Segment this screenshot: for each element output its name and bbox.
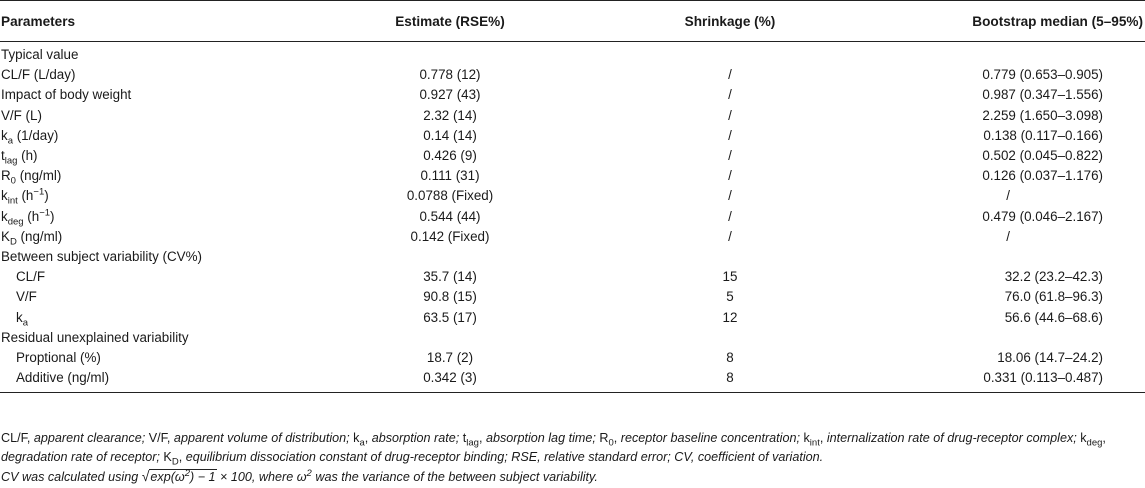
cell-parameter: $k_a$ (16, 309, 28, 329)
table-row (0, 247, 1145, 267)
cell-parameter: $k_{deg}$ $(h^{-1})$ (1, 207, 55, 228)
header-bootstrap: Bootstrap median (5–95%) (850, 1, 1145, 42)
cell-shrinkage: 5 (726, 289, 734, 305)
cell-estimate: 0.142 (Fixed) (410, 228, 490, 244)
cell-estimate: 0.544 (44) (419, 208, 481, 224)
cell-bootstrap: 18.06 (14.7–24.2) (997, 349, 1103, 365)
table-row (0, 126, 1145, 146)
cell-shrinkage: / (728, 127, 732, 143)
cell-parameter: $K_D$ (ng/ml) (1, 228, 63, 248)
cell-estimate: 0.0788 (Fixed) (406, 188, 494, 204)
cell-shrinkage: / (728, 228, 732, 244)
cell-parameter: Residual unexplained variability (1, 329, 189, 345)
cell-estimate (270, 42, 600, 66)
footnote-abbreviations (1, 429, 1141, 467)
header-row (0, 1, 1145, 42)
cell-estimate: 35.7 (14) (423, 269, 477, 285)
cell-shrinkage: / (728, 67, 732, 83)
note-text: degradation rate of receptor; (1, 450, 164, 464)
cell-shrinkage: / (728, 107, 732, 123)
table-row (0, 227, 1145, 247)
cell-estimate (270, 328, 600, 348)
cell-estimate: 0.14 (14) (423, 127, 477, 143)
table-row (0, 85, 1145, 105)
cell-parameter: Additive (ng/ml) (0, 368, 270, 393)
note-text: receptor baseline concentration; (617, 431, 804, 445)
cell-bootstrap: 56.6 (44.6–68.6) (1004, 309, 1103, 325)
cell-parameter: $k_{int}$ $(h^{-1})$ (1, 186, 49, 208)
note-text: $k_{deg}$, (1080, 431, 1106, 449)
cell-estimate (270, 247, 600, 267)
cell-bootstrap: 0.138 (0.117–0.166) (983, 127, 1103, 143)
cell-bootstrap: 2.259 (1.650–3.098) (982, 107, 1103, 123)
header-parameters: Parameters (0, 1, 270, 42)
note-text: $t_{lag}$, (462, 431, 483, 449)
cell-estimate: 63.5 (17) (423, 309, 477, 325)
table-row (0, 287, 1145, 307)
cell-bootstrap (850, 247, 1145, 267)
cell-parameter: Proptional (%) (16, 349, 101, 365)
header-shrinkage: Shrinkage (%) (600, 1, 850, 42)
sqrt-sign: √ (141, 468, 150, 484)
note-text: V/F, (148, 431, 171, 445)
table-row (0, 348, 1145, 368)
cell-parameter: $t_{lag}$ (h) (1, 148, 38, 167)
note-text: $R_0$, (599, 431, 618, 449)
table-footnotes (1, 429, 1141, 487)
table-row (0, 207, 1145, 227)
cell-bootstrap: 0.331 (0.113–0.487) (850, 368, 1145, 393)
sqrt-expression: $\exp(\omega^2) - 1$ (150, 467, 216, 484)
note-text: $k_a$, (353, 431, 369, 449)
cell-estimate: 90.8 (15) (423, 289, 477, 305)
note-text: equilibrium dissociation constant of drug-receptor binding; RSE, relative standard error; CV, coefficient of variation. (182, 450, 824, 464)
note-text: was the variance of the between subject variability. (311, 470, 598, 484)
cell-shrinkage: / (728, 87, 732, 103)
cell-bootstrap: 0.502 (0.045–0.822) (982, 148, 1103, 164)
cell-bootstrap (850, 328, 1145, 348)
cell-shrinkage: 12 (722, 309, 738, 325)
cell-shrinkage: / (728, 188, 732, 204)
table-row (0, 65, 1145, 85)
note-text: 2 (306, 467, 312, 479)
table-body (0, 42, 1145, 393)
table-row (0, 267, 1145, 287)
cell-estimate: 0.111 (31) (420, 168, 480, 184)
cell-bootstrap: 76.0 (61.8–96.3) (1004, 289, 1103, 305)
note-text: apparent volume of distribution; (170, 431, 354, 445)
cell-estimate: 0.778 (12) (419, 67, 481, 83)
cell-parameter: Impact of body weight (1, 87, 132, 103)
table-row (0, 146, 1145, 166)
table-row (0, 106, 1145, 126)
cell-parameter: CL/F (L/day) (1, 67, 76, 83)
cell-estimate: 0.426 (9) (423, 148, 477, 164)
cell-bootstrap: / (1006, 228, 1010, 244)
cell-parameter: V/F (L) (1, 107, 42, 123)
table-row (0, 42, 1145, 66)
cell-shrinkage: / (728, 208, 732, 224)
cell-parameter: $R_0$ (ng/ml) (1, 168, 62, 187)
cell-bootstrap: 32.2 (23.2–42.3) (1004, 269, 1103, 285)
cell-shrinkage (600, 328, 850, 348)
cell-shrinkage: 8 (600, 368, 850, 393)
footnote-cv-formula (1, 467, 1141, 487)
cell-estimate: 0.927 (43) (419, 87, 481, 103)
note-text: × 100, where (216, 470, 297, 484)
header-estimate: Estimate (RSE%) (270, 1, 600, 42)
note-text: CL/F, (1, 431, 31, 445)
cell-shrinkage (600, 42, 850, 66)
note-text: $K_D$, (163, 450, 183, 468)
note-text: apparent clearance; (30, 431, 149, 445)
cell-estimate: 18.7 (2) (426, 349, 474, 365)
note-text: absorption lag time; (482, 431, 600, 445)
note-text: CV was calculated using (1, 470, 142, 484)
cell-estimate: 0.342 (3) (270, 368, 600, 393)
cell-bootstrap: 0.479 (0.046–2.167) (982, 208, 1103, 224)
table-row (0, 368, 1145, 393)
cell-parameter: CL/F (16, 269, 46, 285)
cell-shrinkage: 8 (726, 349, 734, 365)
cell-shrinkage: 15 (722, 269, 738, 285)
note-text: ω (296, 470, 307, 484)
cell-bootstrap: / (1006, 188, 1010, 204)
table-row (0, 186, 1145, 206)
cell-parameter: Typical value (1, 47, 79, 63)
cell-bootstrap: 0.126 (0.037–1.176) (982, 168, 1103, 184)
note-text: $k_{int}$, (803, 431, 824, 449)
cell-bootstrap: 0.987 (0.347–1.556) (982, 87, 1103, 103)
cell-shrinkage: / (728, 168, 732, 184)
note-text: internalization rate of drug-receptor complex; (823, 431, 1081, 445)
cell-parameter: V/F (16, 289, 37, 305)
cell-bootstrap: 0.779 (0.653–0.905) (982, 67, 1103, 83)
cell-parameter: Between subject variability (CV%) (1, 248, 202, 264)
table-row (0, 166, 1145, 186)
note-text: absorption rate; (368, 431, 463, 445)
cell-bootstrap (850, 42, 1145, 66)
cell-estimate: 2.32 (14) (423, 107, 477, 123)
cell-shrinkage: / (728, 148, 732, 164)
cell-parameter: $k_a$ (1/day) (1, 127, 59, 147)
table-row (0, 307, 1145, 327)
table-row (0, 328, 1145, 348)
cell-shrinkage (600, 247, 850, 267)
